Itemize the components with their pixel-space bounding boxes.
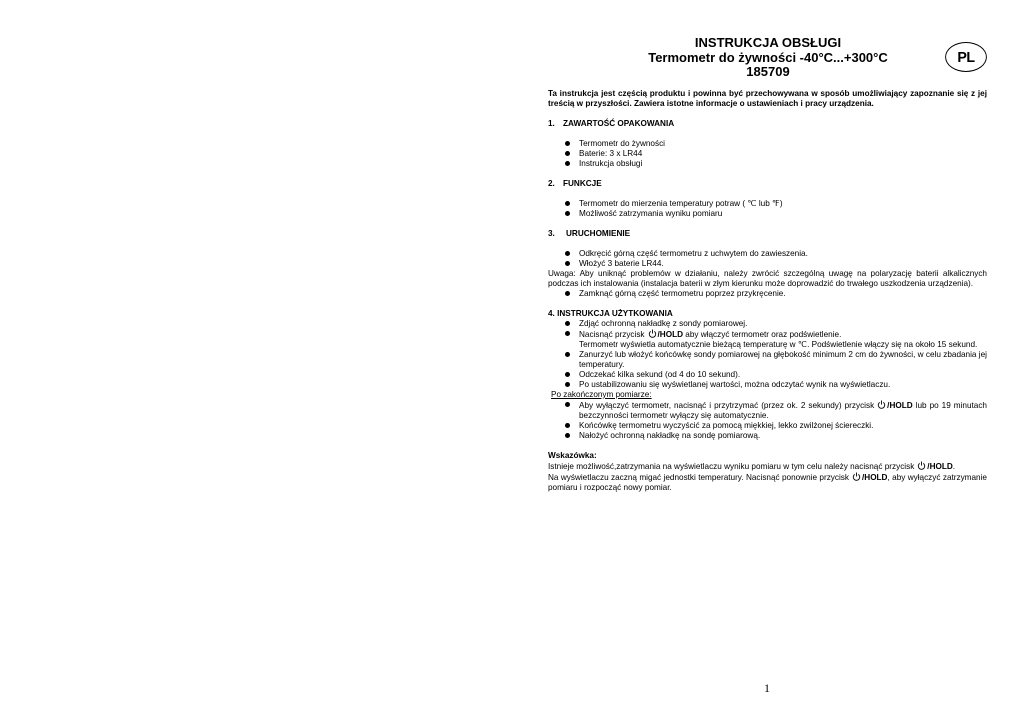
list-item: Odczekać kilka sekund (od 4 do 10 sekund).	[548, 370, 987, 380]
bullet-icon	[565, 382, 570, 387]
power-icon	[917, 461, 926, 470]
list-item: Zdjąć ochronną nakładkę z sondy pomiarowej.	[548, 319, 987, 329]
list-item: Termometr do żywności	[548, 139, 987, 149]
section-4-list	[548, 319, 987, 390]
list-item: Baterie: 3 x LR44	[548, 149, 987, 159]
intro-text: Ta instrukcja jest częścią produktu i powinna być przechowywana w sposób umożliwiający zapoznanie się z jej treścią w przyszłości. Zawiera istotne informacje o ustawieniach i pracy urządzenia.	[548, 89, 987, 108]
list-item: Odkręcić górną część termometru z uchwytem do zawieszenia.	[548, 249, 987, 259]
list-item: Zamknąć górną część termometru poprzez przykręcenie.	[548, 289, 987, 299]
bullet-icon	[565, 402, 570, 407]
bullet-icon	[565, 291, 570, 296]
bullet-icon	[565, 352, 570, 357]
section-3-list	[548, 249, 987, 269]
list-item: Zanurzyć lub włożyć końcówkę sondy pomiarowej na głębokość minimum 2 cm do żywności, w celu zbadania jej temperatury.	[548, 350, 987, 370]
title-block	[548, 36, 988, 80]
bullet-icon	[565, 161, 570, 166]
section-2-list	[548, 199, 987, 219]
bullet-icon	[565, 372, 570, 377]
power-icon	[852, 472, 861, 481]
title-product: Termometr do żywności -40°C...+300°C	[648, 49, 888, 65]
bullet-icon	[565, 331, 570, 336]
bullet-icon	[565, 201, 570, 206]
after-measurement-heading: Po zakończonym pomiarze:	[551, 390, 652, 399]
section-1-heading: 1. ZAWARTOŚĆ OPAKOWANIA	[548, 119, 675, 128]
list-item: Aby wyłączyć termometr, nacisnąć i przytrzymać (przez ok. 2 sekundy) przycisk /HOLD lub po 19 minutach bezczynności termometr wyłączy się automatycznie.	[548, 400, 987, 421]
title-main: INSTRUKCJA OBSŁUGI	[694, 35, 842, 50]
bullet-icon	[565, 251, 570, 256]
title-code: 185709	[746, 64, 790, 79]
power-icon	[648, 329, 657, 338]
battery-warning: Uwaga: Aby uniknąć problemów w działaniu, należy zwrócić szczególną uwagę na polaryzację baterii alkalicznych podczas ich instalowania (instalacja baterii w złym kierunku może doprowadzić do trwałego uszkodzenia urządzenia).	[548, 269, 987, 288]
list-item: Nałożyć ochronną nakładkę na sondę pomiarową.	[548, 431, 987, 441]
section-2-heading: 2. FUNKCJE	[548, 179, 602, 188]
list-item: Instrukcja obsługi	[548, 159, 987, 169]
list-item: Nacisnąć przycisk /HOLD aby włączyć termometr oraz podświetlenie. Termometr wyświetla automatycznie bieżącą temperaturę w ℃. Podświetlenie włączy się na około 15 sekund.	[548, 329, 987, 350]
section-4-heading: 4. INSTRUKCJA UŻYTKOWANIA	[548, 309, 673, 318]
list-item: Po ustabilizowaniu się wyświetlanej wartości, można odczytać wynik na wyświetlaczu.	[548, 380, 987, 390]
bullet-icon	[565, 211, 570, 216]
list-item: Włożyć 3 baterie LR44.	[548, 259, 987, 269]
tips-paragraph-1: Istnieje możliwość,zatrzymania na wyświetlaczu wyniku pomiaru w tym celu należy nacisnąć przycisk /HOLD.	[548, 462, 956, 471]
language-badge: PL	[945, 42, 987, 72]
manual-content	[548, 89, 987, 493]
bullet-icon	[565, 423, 570, 428]
bullet-icon	[565, 321, 570, 326]
tips-paragraph-2: Na wyświetlaczu zaczną migać jednostki temperatury. Nacisnąć ponownie przycisk /HOLD, aby wyłączyć zatrzymanie pomiaru i rozpocząć nowy pomiar.	[548, 473, 987, 492]
page-number: 1	[764, 681, 770, 695]
bullet-icon	[565, 151, 570, 156]
bullet-icon	[565, 141, 570, 146]
section-1-list	[548, 139, 987, 169]
bullet-icon	[565, 261, 570, 266]
bullet-icon	[565, 433, 570, 438]
tips-heading: Wskazówka:	[548, 451, 597, 460]
after-measurement-list	[548, 400, 987, 441]
section-3-heading: 3. URUCHOMIENIE	[548, 229, 631, 238]
list-item: Możliwość zatrzymania wyniku pomiaru	[548, 209, 987, 219]
power-icon	[877, 400, 886, 409]
list-item: Końcówkę termometru wyczyścić za pomocą miękkiej, lekko zwilżonej ściereczki.	[548, 421, 987, 431]
list-item: Termometr do mierzenia temperatury potraw ( ℃ lub ℉)	[548, 199, 987, 209]
